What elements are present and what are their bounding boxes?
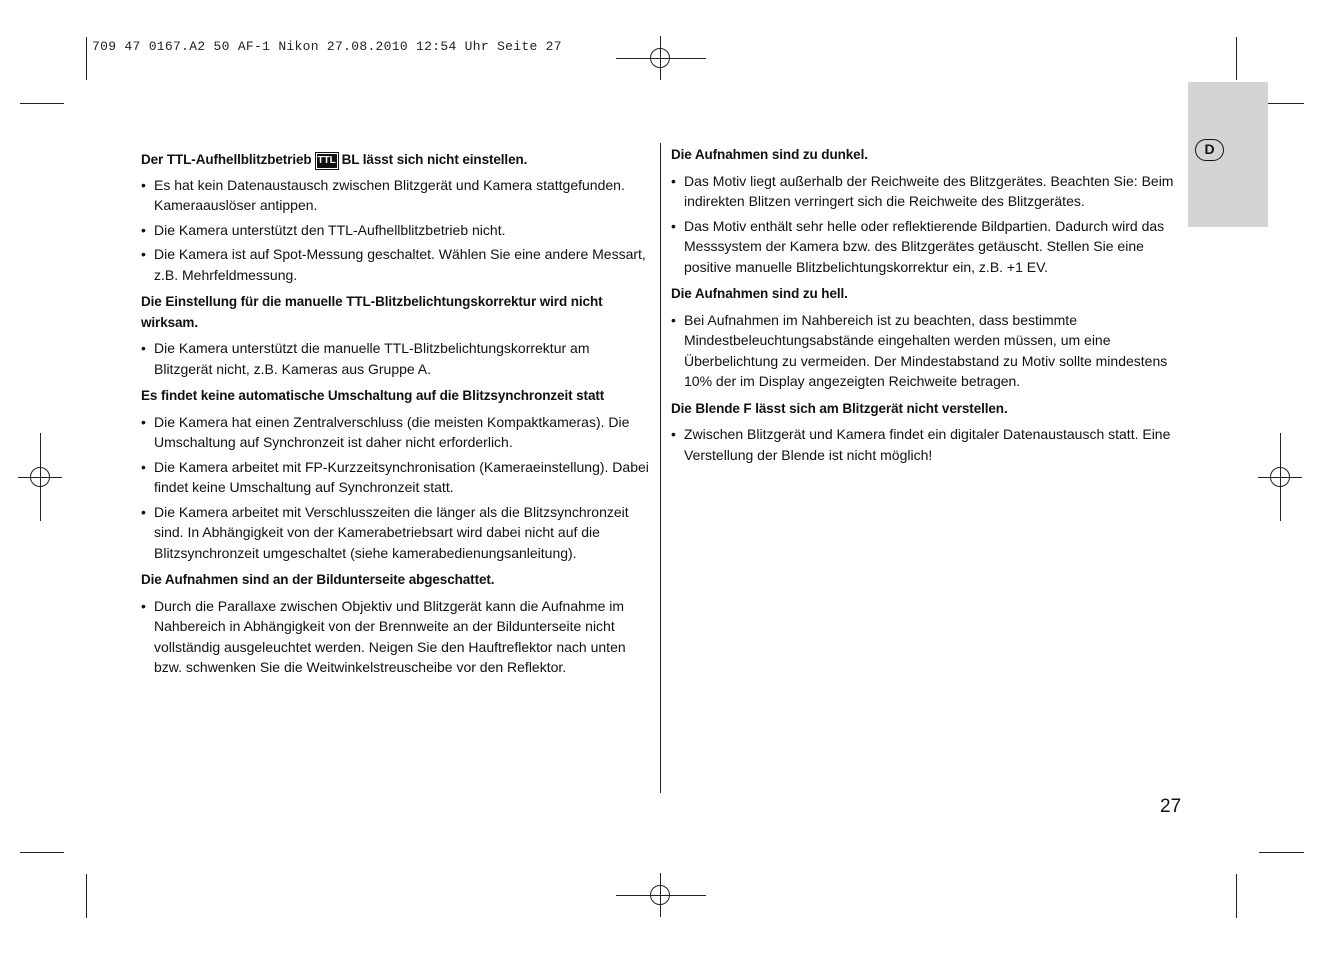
list-item: • Die Kamera arbeitet mit FP-Kurzzeitsynchronisation (Kameraeinstellung). Dabei findet keine Umschaltung auf Synchronzeit statt. (141, 458, 649, 495)
registration-circle (650, 885, 670, 905)
registration-circle (30, 467, 50, 487)
crop-mark (20, 852, 64, 853)
section-heading: Die Einstellung für die manuelle TTL-Blitzbelichtungskorrektur wird nicht wirksam. (141, 294, 603, 330)
list-item: • Die Kamera ist auf Spot-Messung geschaltet. Wählen Sie eine andere Messart, z.B. Mehrfeldmessung. (141, 246, 646, 283)
list-item: • Durch die Parallaxe zwischen Objektiv und Blitzgerät kann die Aufnahme im Nahbereich in Abhängigkeit von der Brennweite an der Bildunterseite nicht vollständig ausgeleuchtet werden. Neigen Sie den Hauftreflektor nach unten bzw. schwenken Sie die Weitwinkelstreuscheibe vor den Reflektor. (141, 597, 626, 675)
section-list (671, 171, 1185, 278)
list-item: • Das Motiv liegt außerhalb der Reichweite des Blitzgerätes. Beachten Sie: Beim indirekten Blitzen verringert sich die Reichweite des Blitzgerätes. (671, 172, 1174, 209)
section-list (671, 310, 1185, 392)
section-heading: Die Aufnahmen sind zu dunkel. (671, 147, 868, 162)
list-item: • Zwischen Blitzgerät und Kamera findet ein digitaler Datenaustausch statt. Eine Verstellung der Blende ist nicht möglich! (671, 426, 1171, 463)
section-heading: Die Aufnahmen sind an der Bildunterseite abgeschattet. (141, 572, 495, 587)
registration-circle (650, 48, 670, 68)
right-column (671, 145, 1185, 472)
list-item: • Die Kamera hat einen Zentralverschluss (die meisten Kompaktkameras). Die Umschaltung auf Synchronzeit ist daher nicht erforderlich. (141, 413, 630, 450)
list-item: • Die Kamera unterstützt den TTL-Aufhellblitzbetrieb nicht. (141, 221, 506, 238)
section-heading: Es findet keine automatische Umschaltung auf die Blitzsynchronzeit statt (141, 388, 605, 403)
list-item: • Bei Aufnahmen im Nahbereich ist zu beachten, dass bestimmte Mindestbeleuchtungsabstände eingehalten werden müssen, um eine Überbelichtung zu vermeiden. Der Mindestabstand zu Motiv sollte mindestens 10% der im Display angezeigten Reichweite betragen. (671, 311, 1168, 389)
section-list (141, 175, 651, 286)
page-number: 27 (1160, 796, 1182, 817)
list-item: • Es hat kein Datenaustausch zwischen Blitzgerät und Kamera stattgefunden. Kameraauslöser antippen. (141, 176, 625, 213)
list-item: • Die Kamera arbeitet mit Verschlusszeiten die länger als die Blitzsynchronzeit sind. In Abhängigkeit von der Kamerabetriebsart wird dabei nicht auf die Blitzsynchronzeit umgeschaltet (siehe kamerabedienungsanleitung). (141, 503, 629, 561)
crop-mark (1259, 852, 1304, 853)
crop-mark (86, 874, 87, 918)
section-heading: Die Blende F lässt sich am Blitzgerät nicht verstellen. (671, 400, 1008, 416)
column-divider (660, 143, 661, 793)
section-list (671, 424, 1185, 465)
language-badge: D (1195, 139, 1224, 161)
crop-mark (1236, 37, 1237, 80)
section-list (141, 338, 651, 379)
section-heading: Der TTL-Aufhellblitzbetrieb TTL BL lässt sich nicht einstellen. (141, 150, 651, 171)
list-item: • Das Motiv enthält sehr helle oder reflektierende Bildpartien. Dadurch wird das Messsystem der Kamera bzw. des Blitzgerätes getäuscht. Stellen Sie eine positive manuelle Blitzbelichtungskorrektur ein, z.B. +1 EV. (671, 217, 1165, 275)
crop-mark (1236, 874, 1237, 918)
left-column (141, 150, 651, 685)
section-heading: Die Aufnahmen sind zu hell. (671, 286, 848, 301)
section-list (141, 412, 651, 564)
crop-mark (20, 103, 64, 104)
crop-mark (86, 37, 87, 80)
section-list (141, 596, 651, 678)
registration-circle (1270, 467, 1290, 487)
print-slug-line: 709 47 0167.A2 50 AF-1 Nikon 27.08.2010 12:54 Uhr Seite 27 (92, 39, 562, 54)
list-item: • Die Kamera unterstützt die manuelle TTL-Blitzbelichtungskorrektur am Blitzgerät nicht, z.B. Kameras aus Gruppe A. (141, 340, 590, 377)
ttl-mode-icon: TTL (315, 152, 339, 170)
